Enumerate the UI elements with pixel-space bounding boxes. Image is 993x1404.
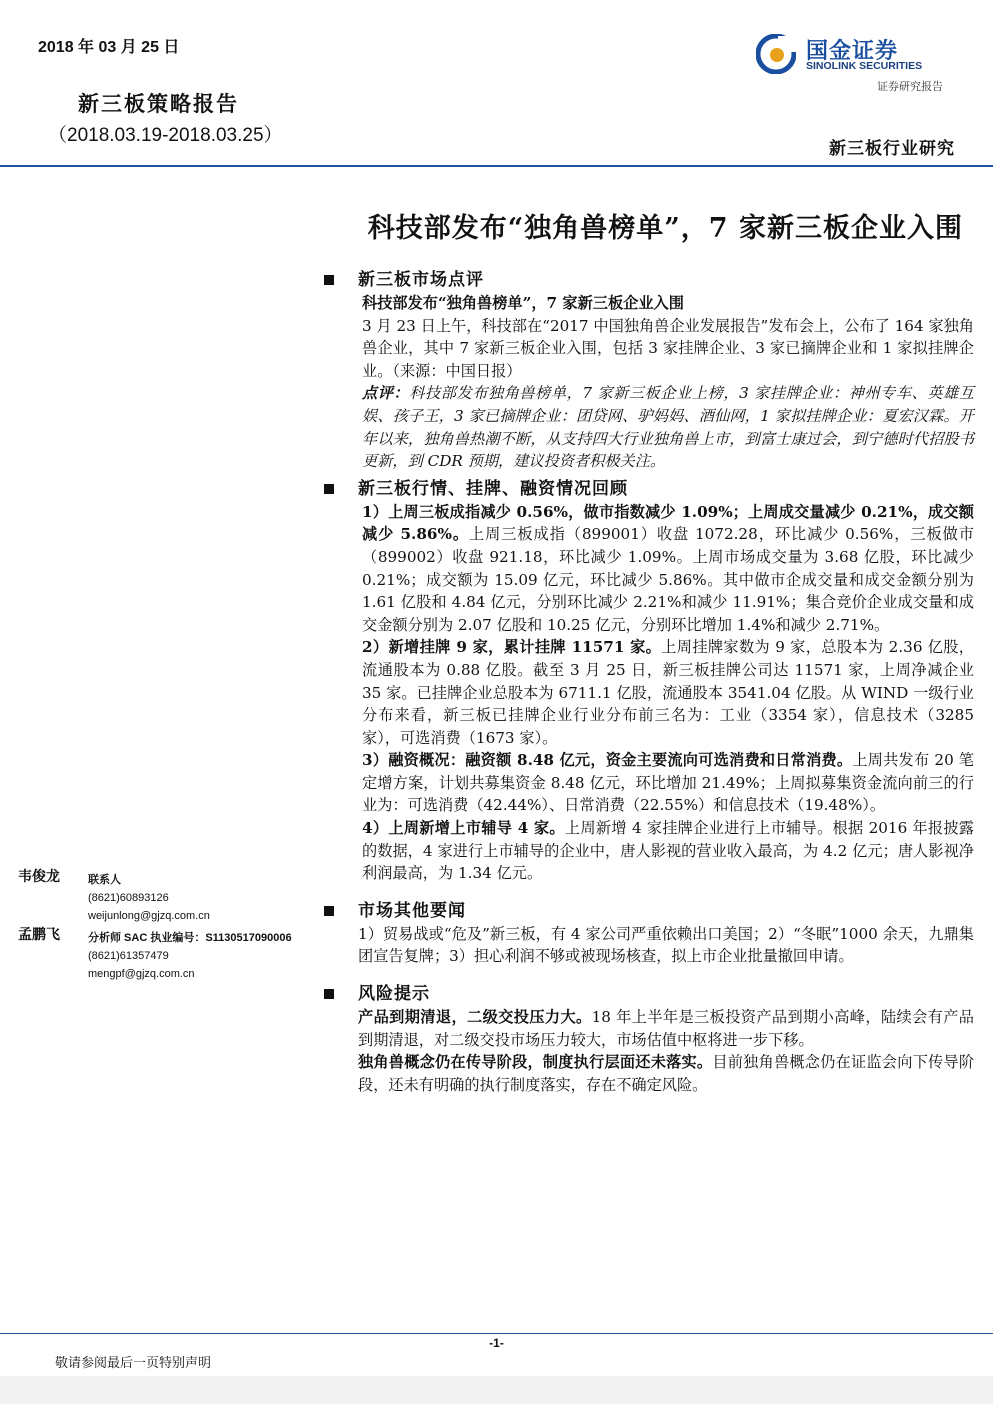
page-title: 科技部发布“独角兽榜单”，7 家新三板企业入围: [367, 213, 963, 244]
section-market-overview: [322, 477, 974, 885]
brand-logo: [756, 34, 946, 74]
contact-email[interactable]: weijunlong@gjzq.com.cn: [88, 910, 210, 922]
contact-phone: (8621)61357479: [88, 950, 169, 962]
financing-paragraph: 3）融资概况：融资额 8.48 亿元，资金主要流向可选消费和日常消费。上周共发布 20 笔定增方案，计划共募集资金 8.48 亿元，环比增加 21.49%；上周拟募集资金流向前三的行业为：可选消费（42.44%）、日常消费（22.55%）和信息技术（19.48%）。: [362, 751, 974, 815]
footer-band: [0, 1376, 993, 1404]
brand-subtitle: 证券研究报告: [877, 80, 943, 93]
page-number: -1-: [489, 1336, 504, 1350]
square-bullet-icon: [324, 989, 334, 999]
listing-paragraph: 2）新增挂牌 9 家，累计挂牌 11571 家。上周挂牌家数为 9 家，总股本为 2.36 亿股，流通股本为 0.88 亿股。截至 3 月 25 日，新三板挂牌公司达 11571 家，上周净减企业 35 家。已挂牌企业总股本为 6711.1 亿股，流通股本 3541.04 亿股。从 WIND 一级行业分布来看，新三板已挂牌企业行业分布前三名为：工业（3354 家），信息技术（3285 家），可选消费（1673 家）。: [362, 638, 974, 747]
brand-mark-icon: [756, 34, 796, 74]
contact-phone: (8621)60893126: [88, 892, 169, 904]
report-category: 新三板行业研究: [829, 139, 955, 159]
report-period: （2018.03.19-2018.03.25）: [48, 125, 283, 146]
risk-paragraph: 产品到期清退，二级交投压力大。18 年上半年是三板投资产品到期小高峰，陆续会有产品到期清退，对二级交投市场压力较大，市场估值中枢将进一步下移。: [358, 1008, 974, 1049]
footer-divider: [0, 1333, 993, 1334]
index-paragraph: 1）上周三板成指减少 0.56%，做市指数减少 1.09%；上周成交量减少 0.21%，成交额减少 5.86%。上周三板成指（899001）收盘 1072.28，环比减少 0.56%，三板做市（899002）收盘 921.18，环比减少 1.09%。上周市场成交量为 3.68 亿股，环比减少 0.21%；成交额为 15.09 亿元，环比减少 5.86%。其中做市企成交量和成交金额分别为 1.61 亿股和 4.84 亿元，分别环比减少 2.21%和减少 11.91%；集合竞价企业成交量和成交金额分别为 2.07 亿股和 10.25 亿元，分别环比增加 1.4%和减少 2.71%。: [362, 502, 974, 634]
section-market-review: [322, 268, 974, 473]
section-other-news: [322, 899, 974, 968]
news-paragraph: 3 月 23 日上午，科技部在“2017 中国独角兽企业发展报告”发布会上，公布了 164 家独角兽企业，其中 7 家新三板企业入围，包括 3 家挂牌企业、3 家已摘牌企业和 1 家拟挂牌企业。（来源：中国日报）: [362, 316, 974, 380]
contact-email[interactable]: mengpf@gjzq.com.cn: [88, 968, 195, 980]
brand-name-en: SINOLINK SECURITIES: [806, 60, 923, 72]
section-heading: 新三板市场点评: [322, 268, 974, 292]
square-bullet-icon: [324, 275, 334, 285]
square-bullet-icon: [324, 484, 334, 494]
report-date: 2018 年 03 月 25 日: [38, 39, 180, 56]
square-bullet-icon: [324, 906, 334, 916]
main-content: [322, 268, 974, 1100]
other-news-paragraph: 1）贸易战或“危及”新三板，有 4 家公司严重依赖出口美国；2）“冬眠”1000 余天，九鼎集团宣告复牌；3）担心利润不够或被现场核查，拟上市企业批量撤回申请。: [358, 924, 974, 966]
section-risk: [322, 982, 974, 1096]
report-type: 新三板策略报告: [78, 91, 239, 116]
disclaimer-note: 敬请参阅最后一页特别声明: [55, 1356, 212, 1371]
section-heading: 市场其他要闻: [322, 899, 974, 923]
section-heading: 新三板行情、挂牌、融资情况回顾: [322, 477, 974, 501]
contact-name: 韦俊龙: [18, 869, 60, 885]
comment-paragraph: 点评：科技部发布独角兽榜单，7 家新三板企业上榜，3 家挂牌企业：神州专车、英雄互娱、孩子王，3 家已摘牌企业：团贷网、驴妈妈、酒仙网，1 家拟挂牌企业：夏宏汉霖。开年以来，独角兽热潮不断，从支持四大行业独角兽上市，到富士康过会，到宁德时代招股书更新，到 CDR 预期，建议投资者积极关注。: [362, 384, 975, 471]
contact-role: 联系人: [88, 874, 121, 886]
brand-name-cn: 国金证券: [806, 38, 899, 63]
contact-name: 孟鹏飞: [18, 927, 60, 943]
ipo-tutoring-paragraph: 4）上周新增上市辅导 4 家。上周新增 4 家挂牌企业进行上市辅导。根据 2016 年报披露的数据，4 家进行上市辅导的企业中，唐人影视的营业收入最高，为 4.2 亿元；唐人影视净利润最高，为 1.34 亿元。: [362, 819, 974, 883]
risk-paragraph: 独角兽概念仍在传导阶段，制度执行层面还未落实。目前独角兽概念仍在证监会向下传导阶段，还未有明确的执行制度落实，存在不确定风险。: [358, 1053, 975, 1094]
header-divider: [0, 165, 993, 167]
contact-role: 分析师 SAC 执业编号：S1130517090006: [88, 932, 292, 944]
section-heading: 风险提示: [322, 982, 974, 1006]
news-subtitle: 科技部发布“独角兽榜单”，7 家新三板企业入围: [362, 294, 684, 312]
